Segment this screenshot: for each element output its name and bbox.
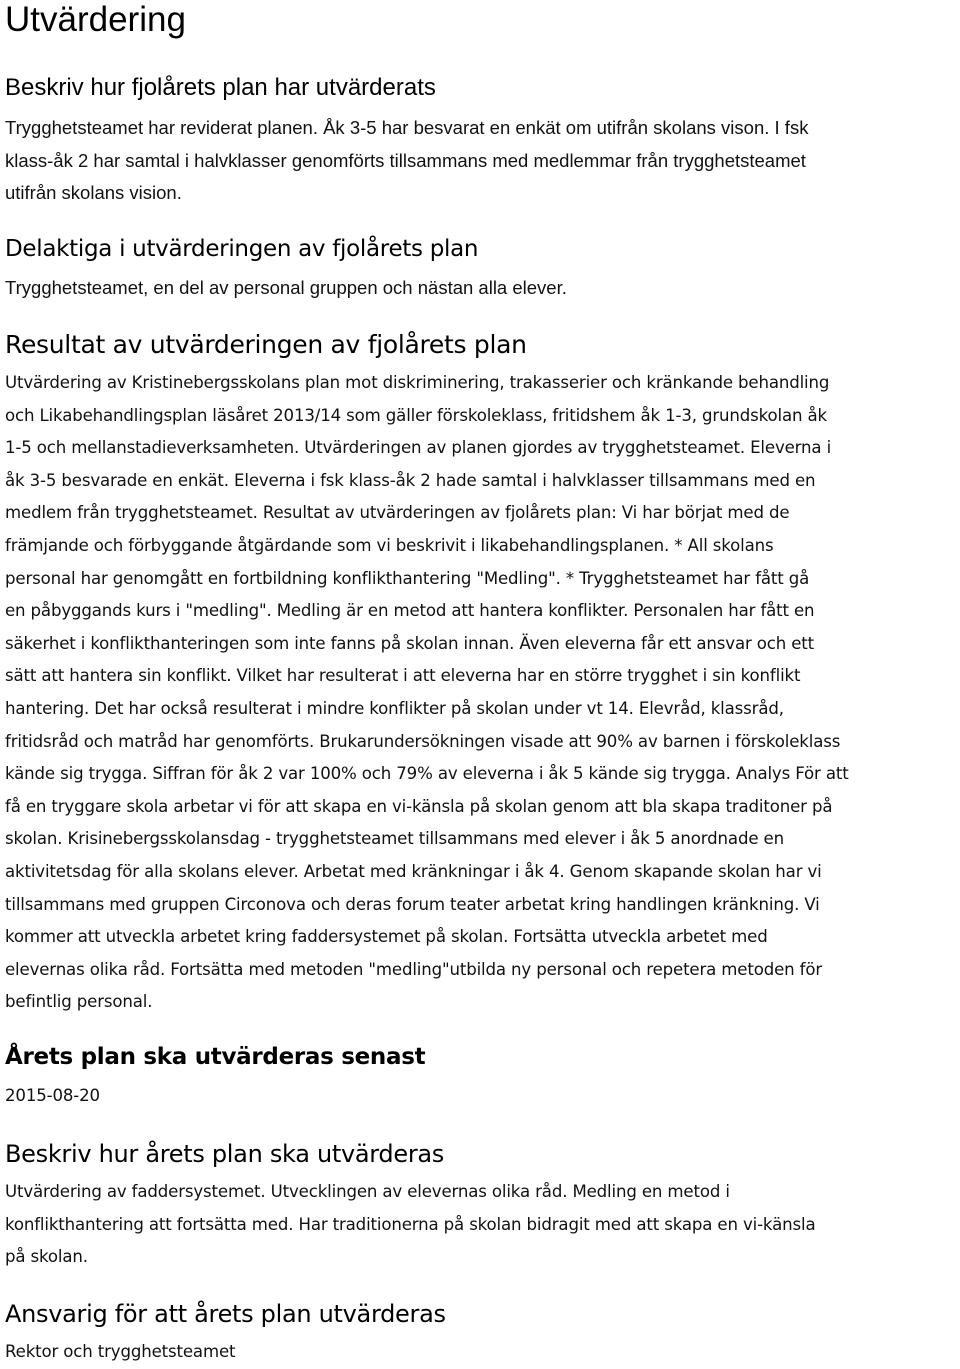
section-heading-deadline: Årets plan ska utvärderas senast (5, 1044, 426, 1070)
section-body-evaluation-method (5, 112, 808, 210)
text-line: Utvärdering av faddersystemet. Utvecklingen av elevernas olika råd. Medling en metod i (5, 1182, 730, 1201)
deadline-date: 2015-08-20 (5, 1086, 100, 1105)
text-line: en påbyggands kurs i "medling". Medling är en metod att hantera konflikter. Personalen har fått en (5, 601, 815, 621)
text-line: säkerhet i konflikthanteringen som inte fanns på skolan innan. Även eleverna får ett ansvar och ett (5, 633, 814, 653)
text-line: Trygghetsteamet, en del av personal gruppen och nästan alla elever. (5, 277, 567, 298)
text-line: fritidsråd och matråd har genomförts. Brukarundersökningen visade att 90% av barnen i förskoleklass (5, 731, 841, 751)
section-body-this-year-method (5, 1176, 815, 1274)
text-line: hantering. Det har också resulterat i mindre konflikter på skolan under vt 14. Elevråd, klassråd, (5, 698, 784, 718)
text-line: kände sig trygga. Siffran för åk 2 var 100% och 79% av eleverna i åk 5 kände sig trygga. Analys För att (5, 764, 849, 784)
section-heading-results: Resultat av utvärderingen av fjolårets plan (5, 330, 527, 359)
section-heading-responsible: Ansvarig för att årets plan utvärderas (5, 1300, 446, 1328)
text-line: tillsammans med gruppen Circonova och deras forum teater arbetat kring handlingen kränkning. Vi (5, 894, 820, 914)
section-body-responsible (5, 1336, 235, 1369)
section-body-results (5, 367, 849, 1019)
text-line: befintlig personal. (5, 992, 153, 1012)
text-line: medlem från trygghetsteamet. Resultat av utvärderingen av fjolårets plan: Vi har börjat med de (5, 503, 790, 523)
text-line: Utvärdering av Kristinebergsskolans plan mot diskriminering, trakasserier och kränkande behandling (5, 373, 830, 392)
text-line: kommer att utveckla arbetet kring faddersystemet på skolan. Fortsätta utveckla arbetet med (5, 927, 768, 947)
text-line: personal har genomgått en fortbildning konflikthantering "Medling". * Trygghetsteamet har fått gå (5, 568, 810, 588)
text-line: Trygghetsteamet har reviderat planen. Åk 3-5 har besvarat en enkät om utifrån skolans vison. I fsk (5, 117, 809, 138)
text-line: aktivitetsdag för alla skolans elever. Arbetat med kränkningar i åk 4. Genom skapande skolan har vi (5, 861, 822, 881)
text-line: 1-5 och mellanstadieverksamheten. Utvärderingen av planen gjordes av trygghetsteamet. Eleverna i (5, 438, 832, 458)
section-heading-participants: Delaktiga i utvärderingen av fjolårets plan (5, 236, 479, 262)
text-line: på skolan. (5, 1247, 88, 1267)
text-line: och Likabehandlingsplan läsåret 2013/14 som gäller förskoleklass, fritidshem åk 1-3, grundskolan åk (5, 405, 827, 425)
text-line: få en tryggare skola arbetar vi för att skapa en vi-känsla på skolan genom att bla skapa traditoner på (5, 796, 833, 816)
text-line: elevernas olika råd. Fortsätta med metoden "medling"utbilda ny personal och repetera metoden för (5, 959, 823, 979)
page-title: Utvärdering (5, 0, 186, 39)
section-body-participants (5, 272, 567, 305)
section-body-deadline (5, 1080, 100, 1113)
text-line: konflikthantering att fortsätta med. Har traditionerna på skolan bidragit med att skapa en vi-känsla (5, 1214, 816, 1234)
section-heading-this-year-method: Beskriv hur årets plan ska utvärderas (5, 1140, 444, 1168)
text-line: främjande och förbyggande åtgärdande som vi beskrivit i likabehandlingsplanen. * All skolans (5, 535, 774, 555)
text-line: skolan. Krisinebergsskolansdag - trygghetsteamet tillsammans med elever i åk 5 anordnade en (5, 829, 784, 849)
text-line: åk 3-5 besvarade en enkät. Eleverna i fsk klass-åk 2 hade samtal i halvklasser tillsammans med en (5, 470, 816, 490)
text-line: sätt att hantera sin konflikt. Vilket har resulterat i att eleverna har en större trygghet i sin konflikt (5, 666, 801, 686)
section-heading-evaluation-method: Beskriv hur fjolårets plan har utvärderats (5, 74, 436, 101)
text-line: utifrån skolans vision. (5, 182, 182, 203)
responsible-party: Rektor och trygghetsteamet (5, 1342, 236, 1361)
text-line: klass-åk 2 har samtal i halvklasser genomförts tillsammans med medlemmar från trygghetsteamet (5, 149, 806, 171)
